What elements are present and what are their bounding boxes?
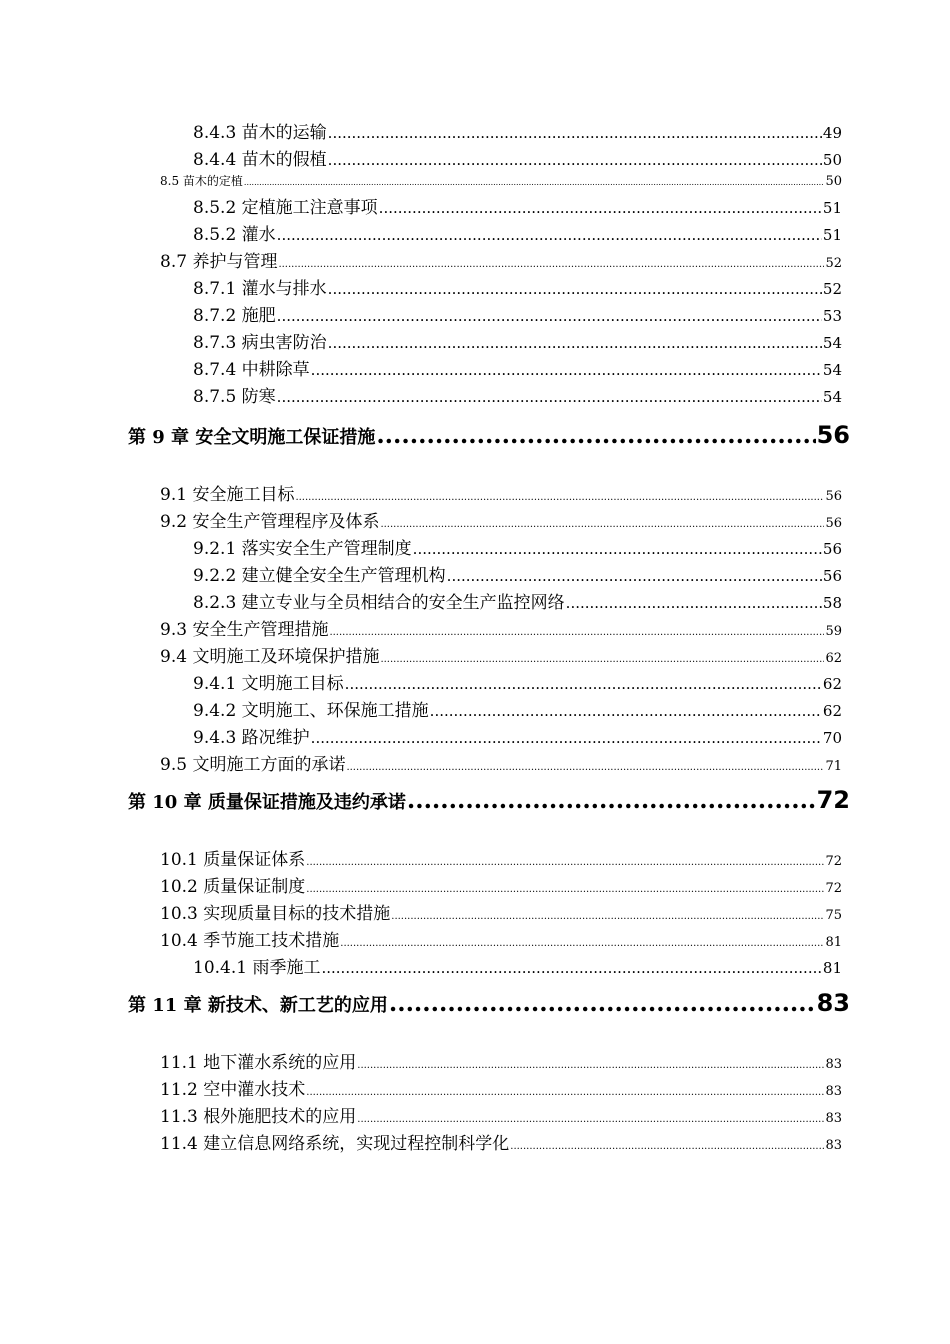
toc-entry-title: 8.4.4 苗木的假植 <box>193 150 327 170</box>
toc-entry[interactable] <box>193 382 842 407</box>
toc-entry-title: 8.5 苗木的定植 <box>160 174 243 188</box>
toc-entry[interactable] <box>193 145 842 170</box>
toc-entry-page-number: 72 <box>825 881 842 896</box>
dot-leader <box>380 519 824 530</box>
toc-entry-title: 11.4 建立信息网络系统，实现过程控制科学化 <box>160 1134 510 1154</box>
toc-entry-page-number: 81 <box>825 935 842 950</box>
toc-entry-page-number: 72 <box>825 854 842 869</box>
dot-leader <box>391 911 824 922</box>
toc-chapter-entry[interactable] <box>128 420 850 450</box>
toc-entry[interactable] <box>160 507 842 532</box>
toc-entry-page-number: 83 <box>816 989 850 1017</box>
toc-entry-title: 9.4 文明施工及环境保护措施 <box>160 647 380 667</box>
toc-chapter-entry[interactable] <box>128 988 850 1018</box>
dot-leader <box>328 334 822 352</box>
toc-entry-page-number: 52 <box>822 280 842 298</box>
dot-leader <box>306 857 824 868</box>
dot-leader <box>430 702 822 720</box>
dot-leader <box>277 388 822 406</box>
dot-leader <box>357 1114 824 1125</box>
toc-entry-page-number: 83 <box>825 1111 842 1126</box>
toc-entry-title: 8.5.2 定植施工注意事项 <box>193 198 378 218</box>
toc-entry-title: 11.2 空中灌水技术 <box>160 1080 306 1100</box>
toc-entry-page-number: 83 <box>825 1138 842 1153</box>
dot-leader <box>357 1060 824 1071</box>
dot-leader <box>306 884 824 895</box>
toc-entry-title: 9.2.1 落实安全生产管理制度 <box>193 539 412 559</box>
toc-entry[interactable] <box>193 534 842 559</box>
dot-leader <box>311 361 822 379</box>
dot-leader <box>407 785 816 814</box>
toc-entry[interactable] <box>193 118 842 143</box>
toc-entry-page-number: 75 <box>825 908 842 923</box>
toc-entry[interactable] <box>193 193 842 218</box>
dot-leader <box>340 938 824 949</box>
dot-leader <box>510 1141 824 1152</box>
toc-entry-title: 11.3 根外施肥技术的应用 <box>160 1107 357 1127</box>
toc-entry[interactable] <box>193 220 842 245</box>
toc-entry-title: 9.4.2 文明施工、环保施工措施 <box>193 701 429 721</box>
toc-entry-page-number: 56 <box>825 516 842 531</box>
dot-leader <box>380 654 824 665</box>
toc-entry[interactable] <box>160 750 842 775</box>
toc-entry-page-number: 54 <box>822 361 842 379</box>
dot-leader <box>379 199 822 217</box>
toc-entry-page-number: 59 <box>825 624 842 639</box>
toc-entry-page-number: 56 <box>822 567 842 585</box>
toc-entry-title: 8.7 养护与管理 <box>160 252 278 272</box>
toc-entry-page-number: 72 <box>816 786 850 814</box>
toc-entry-title: 8.7.3 病虫害防治 <box>193 333 327 353</box>
dot-leader <box>328 280 822 298</box>
dot-leader <box>244 178 825 187</box>
dot-leader <box>306 1087 824 1098</box>
toc-entry-page-number: 51 <box>822 199 842 217</box>
toc-entry-page-number: 58 <box>822 594 842 612</box>
toc-entry-title: 8.7.5 防寒 <box>193 387 276 407</box>
toc-entry-page-number: 62 <box>822 702 842 720</box>
toc-entry-page-number: 71 <box>825 759 842 774</box>
dot-leader <box>447 567 822 585</box>
dot-leader <box>295 492 824 503</box>
toc-entry-title: 11.1 地下灌水系统的应用 <box>160 1053 357 1073</box>
toc-entry-title: 9.5 文明施工方面的承诺 <box>160 755 346 775</box>
toc-entry[interactable] <box>193 588 842 613</box>
toc-entry-page-number: 83 <box>825 1057 842 1072</box>
toc-entry[interactable] <box>193 561 842 586</box>
toc-entry-page-number: 52 <box>825 256 842 271</box>
toc-entry-page-number: 56 <box>822 540 842 558</box>
dot-leader <box>376 420 815 449</box>
dot-leader <box>278 259 824 270</box>
toc-entry-title: 9.2.2 建立健全安全生产管理机构 <box>193 566 446 586</box>
toc-entry-title: 9.1 安全施工目标 <box>160 485 295 505</box>
toc-entry-page-number: 50 <box>825 174 842 189</box>
toc-entry-title: 8.2.3 建立专业与全员相结合的安全生产监控网络 <box>193 593 565 613</box>
toc-entry-title: 8.5.2 灌水 <box>193 225 276 245</box>
toc-entry[interactable] <box>160 1048 842 1073</box>
toc-entry-page-number: 54 <box>822 388 842 406</box>
dot-leader <box>413 540 822 558</box>
toc-entry[interactable] <box>160 1129 842 1154</box>
toc-entry-page-number: 54 <box>822 334 842 352</box>
toc-entry-title: 9.3 安全生产管理措施 <box>160 620 329 640</box>
toc-entry-title: 8.4.3 苗木的运输 <box>193 123 327 143</box>
dot-leader <box>328 151 822 169</box>
toc-entry[interactable] <box>160 480 842 505</box>
toc-entry[interactable] <box>160 1075 842 1100</box>
toc-entry-page-number: 62 <box>822 675 842 693</box>
toc-entry-title: 第 9 章 安全文明施工保证措施 <box>128 427 376 448</box>
toc-entry-title: 9.4.3 路况维护 <box>193 728 310 748</box>
toc-entry[interactable] <box>193 953 842 978</box>
toc-entry[interactable] <box>193 355 842 380</box>
toc-entry[interactable] <box>193 301 842 326</box>
toc-entry[interactable] <box>160 247 842 272</box>
dot-leader <box>329 627 824 638</box>
toc-entry-title: 10.3 实现质量目标的技术措施 <box>160 904 391 924</box>
toc-entry[interactable] <box>193 696 842 721</box>
toc-entry[interactable] <box>160 872 842 897</box>
toc-entry-page-number: 56 <box>825 489 842 504</box>
toc-entry[interactable] <box>193 669 842 694</box>
toc-entry[interactable] <box>160 615 842 640</box>
dot-leader <box>566 594 822 612</box>
toc-entry[interactable] <box>160 845 842 870</box>
dot-leader <box>389 988 816 1017</box>
toc-entry-page-number: 83 <box>825 1084 842 1099</box>
toc-entry-title: 9.2 安全生产管理程序及体系 <box>160 512 380 532</box>
toc-entry-page-number: 50 <box>822 151 842 169</box>
toc-entry[interactable] <box>160 899 842 924</box>
toc-entry-page-number: 56 <box>816 421 850 449</box>
toc-entry-title: 10.2 质量保证制度 <box>160 877 306 897</box>
toc-entry-page-number: 49 <box>822 124 842 142</box>
toc-entry-page-number: 53 <box>822 307 842 325</box>
toc-entry-title: 10.1 质量保证体系 <box>160 850 306 870</box>
dot-leader <box>277 226 822 244</box>
toc-entry-page-number: 70 <box>822 729 842 747</box>
dot-leader <box>346 762 824 773</box>
dot-leader <box>321 959 821 977</box>
toc-entry-page-number: 62 <box>825 651 842 666</box>
dot-leader <box>345 675 822 693</box>
toc-entry[interactable] <box>193 274 842 299</box>
dot-leader <box>311 729 822 747</box>
toc-chapter-entry[interactable] <box>128 785 850 815</box>
toc-entry-title: 8.7.2 施肥 <box>193 306 276 326</box>
dot-leader <box>277 307 822 325</box>
toc-entry-title: 10.4.1 雨季施工 <box>193 958 321 978</box>
toc-entry[interactable] <box>160 642 842 667</box>
toc-entry-page-number: 81 <box>822 959 842 977</box>
toc-entry[interactable] <box>160 172 842 188</box>
toc-entry-title: 9.4.1 文明施工目标 <box>193 674 344 694</box>
toc-entry-title: 第 11 章 新技术、新工艺的应用 <box>128 995 388 1016</box>
dot-leader <box>328 124 822 142</box>
toc-entry[interactable] <box>160 1102 842 1127</box>
toc-entry-title: 8.7.4 中耕除草 <box>193 360 310 380</box>
toc-entry-title: 8.7.1 灌水与排水 <box>193 279 327 299</box>
toc-entry[interactable] <box>160 926 842 951</box>
toc-entry[interactable] <box>193 723 842 748</box>
toc-entry[interactable] <box>193 328 842 353</box>
toc-entry-title: 第 10 章 质量保证措施及违约承诺 <box>128 792 406 813</box>
toc-entry-title: 10.4 季节施工技术措施 <box>160 931 340 951</box>
toc-entry-page-number: 51 <box>822 226 842 244</box>
